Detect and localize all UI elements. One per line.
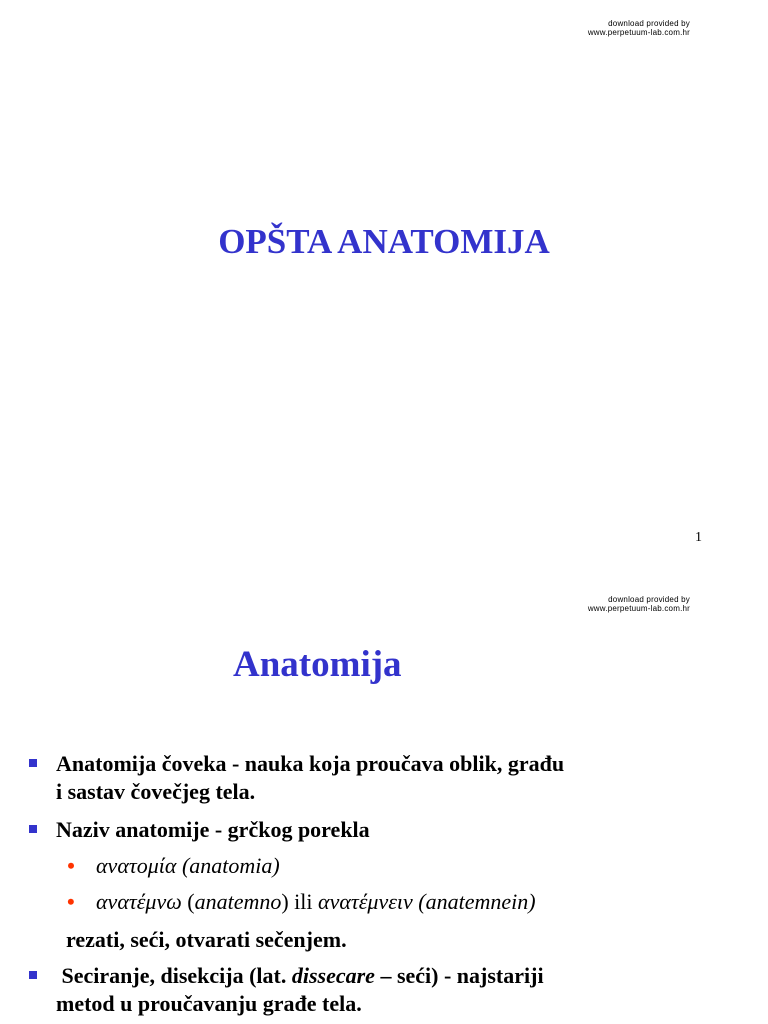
square-bullet-icon [29, 825, 37, 833]
bullet-text-line [56, 962, 736, 990]
credit-line-1: download provided by [608, 19, 690, 28]
greek-word: ανατέμνειν [318, 889, 413, 914]
latin-term: dissecare [291, 963, 375, 988]
bullet-text-line: Anatomija čoveka - nauka koja proučava oblik, građu [56, 751, 565, 776]
bullet-text-line: metod u proučavanju građe tela. [56, 991, 362, 1016]
conjunction: ili [294, 889, 313, 914]
square-bullet-icon [29, 759, 37, 767]
latin-word: anatemno [194, 889, 282, 914]
bullet-text-line: i sastav čovečjeg tela. [56, 779, 256, 804]
latin-word: (anatemnein) [418, 889, 536, 914]
square-bullet-icon [29, 971, 37, 979]
bullet-text-part: – seći) - najstariji [374, 963, 544, 988]
slide-2 [0, 576, 768, 1024]
slide-title: OPŠTA ANATOMIJA [218, 222, 550, 261]
bullet-item [56, 962, 736, 1018]
credit-line-2: www.perpetuum-lab.com.hr [587, 604, 690, 613]
page-number: 1 [695, 530, 702, 545]
sub-bullet-text: ανατομία (anatomia) [96, 853, 280, 878]
plain-text-line: rezati, seći, otvarati sečenjem. [66, 927, 347, 952]
sub-bullet-item: • ανατέμνω (anatemno) ili ανατέμνειν (anatemnein) [67, 889, 536, 914]
slide-title: Anatomija [233, 644, 402, 685]
download-credit [588, 595, 690, 613]
download-credit [588, 19, 690, 37]
credit-line-2: www.perpetuum-lab.com.hr [587, 28, 690, 37]
dot-bullet-icon: • [67, 889, 75, 914]
bullet-item [56, 816, 736, 844]
bullet-text-part: Seciranje, disekcija (lat. [56, 963, 292, 988]
credit-line-1: download provided by [608, 595, 690, 604]
greek-word: ανατέμνω [96, 889, 182, 914]
dot-bullet-icon: • [67, 853, 75, 878]
bullet-text-line: Naziv anatomije - grčkog porekla [56, 817, 370, 842]
sub-bullet-item [67, 852, 736, 880]
bullet-item [56, 750, 736, 806]
